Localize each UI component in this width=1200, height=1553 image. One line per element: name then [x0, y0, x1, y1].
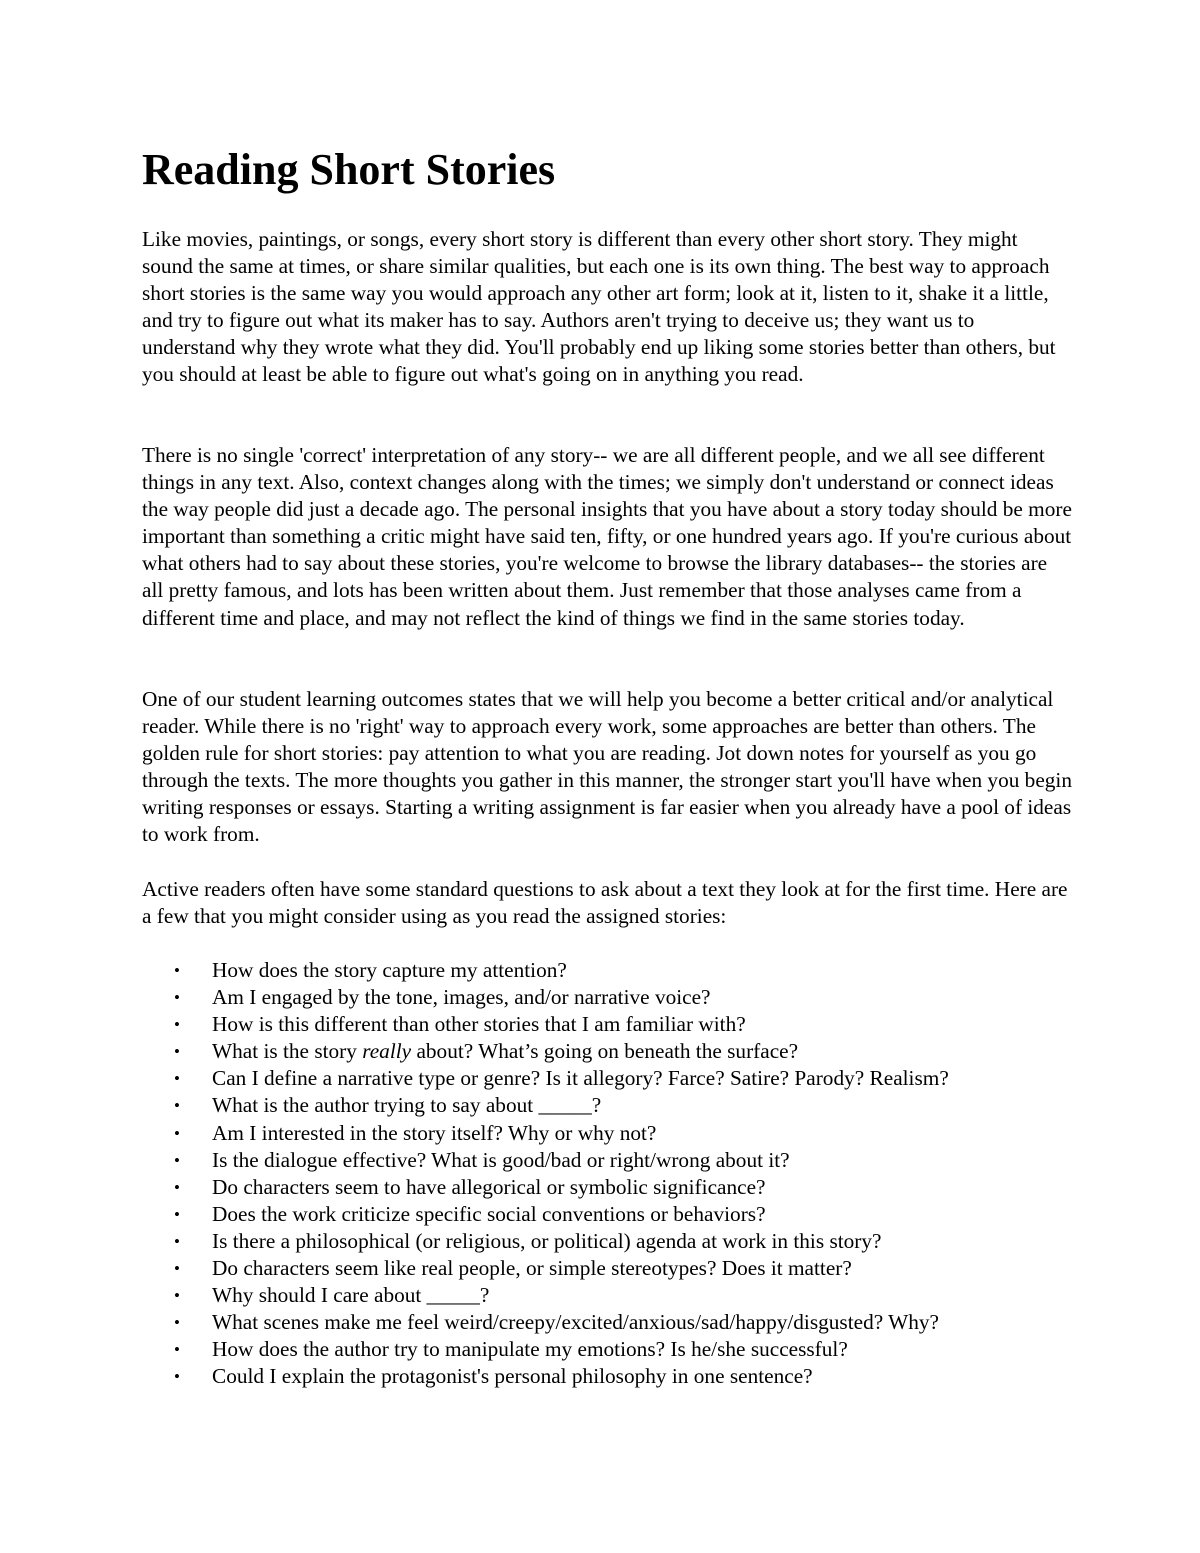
- question-text: How is this different than other stories that I am familiar with?: [212, 1012, 746, 1037]
- list-item: [142, 1309, 1072, 1336]
- question-text-end: about? What’s going on beneath the surface?: [411, 1039, 799, 1064]
- bullet-icon: •: [174, 1259, 180, 1279]
- list-item: [142, 1120, 1072, 1147]
- list-item: [142, 1174, 1072, 1201]
- question-text: How does the author try to manipulate my emotions? Is he/she successful?: [212, 1337, 848, 1362]
- list-item: [142, 1065, 1072, 1092]
- list-item: [142, 1255, 1072, 1282]
- bullet-icon: •: [174, 1015, 180, 1035]
- bullet-icon: •: [174, 1286, 180, 1306]
- list-item: [142, 1336, 1072, 1363]
- list-item: [142, 1363, 1072, 1390]
- list-item: [142, 1282, 1072, 1309]
- paragraph-interpretation: There is no single 'correct' interpretation of any story-- we are all different people, and we all see different things in any text. Also, context changes along with the times; we simply don't understand or connect ideas the way people did just a decade ago. The personal insights that you have about a story today should be more important than something a critic might have said ten, fifty, or one hundred years ago. If you're curious about what others had to say about these stories, you're welcome to browse the library databases-- the stories are all pretty famous, and lots has been written about them. Just remember that those analyses came from a different time and place, and may not reflect the kind of things we find in the same stories today.: [142, 443, 1072, 630]
- list-item: [142, 1201, 1072, 1228]
- question-text: Is the dialogue effective? What is good/bad or right/wrong about it?: [212, 1147, 790, 1172]
- list-item: [142, 984, 1072, 1011]
- bullet-icon: •: [174, 1340, 180, 1360]
- bullet-icon: •: [174, 1096, 180, 1116]
- list-item: [142, 1011, 1072, 1038]
- question-text: What is the author trying to say about _____?: [212, 1093, 602, 1118]
- bullet-icon: •: [174, 1313, 180, 1333]
- question-text: Does the work criticize specific social conventions or behaviors?: [212, 1201, 766, 1226]
- question-text-start: What is the story: [212, 1039, 363, 1064]
- question-emphasis: really: [362, 1039, 412, 1064]
- bullet-icon: •: [174, 1042, 180, 1062]
- bullet-icon: •: [174, 961, 180, 980]
- paragraph-active-readers: Active readers often have some standard questions to ask about a text they look at for the first time. Here are a few that you might consider using as you read the assigned stories:: [142, 877, 1068, 929]
- question-text: How does the story capture my attention?: [212, 958, 567, 982]
- question-text: Is there a philosophical (or religious, or political) agenda at work in this story?: [212, 1228, 882, 1253]
- list-item: [142, 1228, 1072, 1255]
- question-text: Do characters seem to have allegorical or symbolic significance?: [212, 1174, 766, 1199]
- bullet-icon: •: [174, 1367, 180, 1387]
- question-text: Could I explain the protagonist's personal philosophy in one sentence?: [212, 1364, 813, 1389]
- bullet-icon: •: [174, 1177, 180, 1197]
- question-text: What scenes make me feel weird/creepy/excited/anxious/sad/happy/disgusted? Why?: [212, 1310, 939, 1335]
- paragraph-learning-outcomes: One of our student learning outcomes states that we will help you become a better critical and/or analytical reader. While there is no 'right' way to approach every work, some approaches are better than others. The golden rule for short stories: pay attention to what you are reading. Jot down notes for yourself as you go through the texts. The more thoughts you gather in this manner, the stronger start you'll have when you begin writing responses or essays. Starting a writing assignment is far easier when you already have a pool of ideas to work from.: [142, 687, 1073, 847]
- question-text: Am I engaged by the tone, images, and/or narrative voice?: [212, 985, 711, 1010]
- list-item: [142, 1038, 1072, 1065]
- bullet-icon: •: [174, 1150, 180, 1170]
- bullet-icon: •: [174, 1123, 180, 1143]
- list-item: [142, 1092, 1072, 1119]
- question-text: Am I interested in the story itself? Why or why not?: [212, 1120, 657, 1145]
- bullet-icon: •: [174, 1204, 180, 1224]
- bullet-icon: •: [174, 988, 180, 1008]
- question-text: Can I define a narrative type or genre? Is it allegory? Farce? Satire? Parody? Realism?: [212, 1066, 949, 1091]
- list-item: [142, 957, 1072, 984]
- list-item: [142, 1147, 1072, 1174]
- bullet-icon: •: [174, 1069, 180, 1089]
- paragraph-intro: Like movies, paintings, or songs, every short story is different than every other short story. They might sound the same at times, or share similar qualities, but each one is its own thing. The best way to approach short stories is the same way you would approach any other art form; look at it, listen to it, shake it a little, and try to figure out what its maker has to say. Authors aren't trying to deceive us; they want us to understand why they wrote what they did. You'll probably end up liking some stories better than others, but you should at least be able to figure out what's going on in anything you read.: [142, 227, 1056, 387]
- question-text: Why should I care about _____?: [212, 1283, 490, 1308]
- question-list: [142, 957, 1072, 1391]
- question-text: Do characters seem like real people, or simple stereotypes? Does it matter?: [212, 1256, 852, 1281]
- document-title: Reading Short Stories: [142, 145, 556, 194]
- bullet-icon: •: [174, 1231, 180, 1251]
